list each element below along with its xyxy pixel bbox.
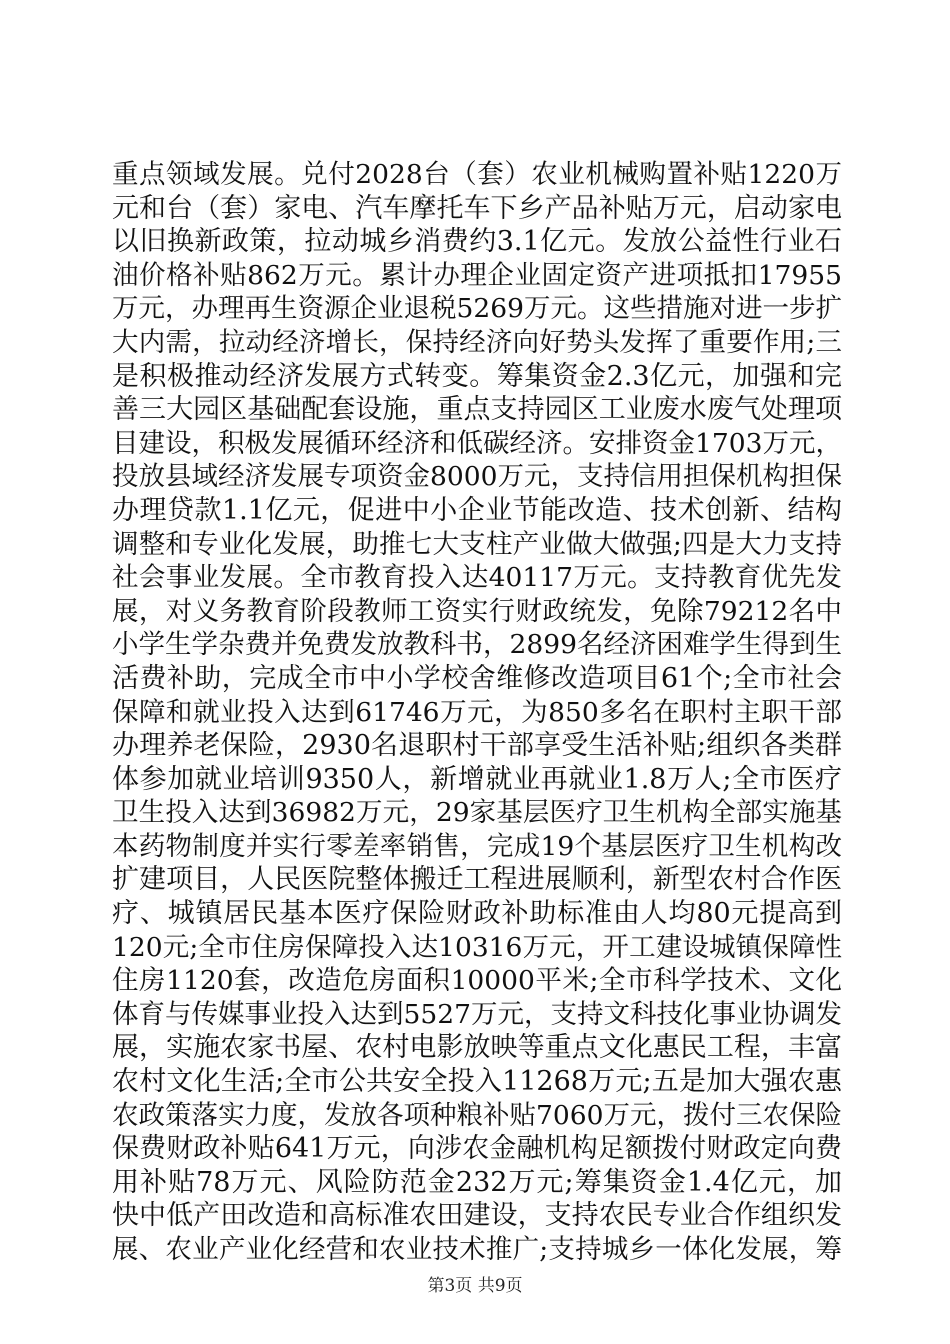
text-line: 大内需，拉动经济增长，保持经济向好势头发挥了重要作用;三	[112, 326, 842, 358]
text-line: 万元，办理再生资源企业退税5269万元。这些措施对进一步扩	[112, 293, 842, 325]
text-line: 保费财政补贴641万元，向涉农金融机构足额拨付财政定向费	[112, 1133, 842, 1165]
text-line: 本药物制度并实行零差率销售，完成19个基层医疗卫生机构改	[112, 830, 842, 862]
text-line: 小学生学杂费并免费发放教科书，2899名经济困难学生得到生	[112, 629, 842, 661]
text-line: 卫生投入达到36982万元，29家基层医疗卫生机构全部实施基	[112, 797, 842, 829]
text-line: 办理养老保险，2930名退职村干部享受生活补贴;组织各类群	[112, 730, 842, 762]
text-line: 120元;全市住房保障投入达10316万元，开工建设城镇保障性	[112, 931, 842, 963]
text-line: 体参加就业培训9350人，新增就业再就业1.8万人;全市医疗	[112, 763, 842, 795]
text-line: 扩建项目，人民医院整体搬迁工程进展顺利，新型农村合作医	[112, 864, 842, 896]
text-line: 重点领域发展。兑付2028台（套）农业机械购置补贴1220万	[112, 159, 842, 190]
text-line: 是积极推动经济发展方式转变。筹集资金2.3亿元，加强和完	[112, 360, 842, 392]
text-line: 目建设，积极发展循环经济和低碳经济。安排资金1703万元，	[112, 427, 842, 459]
text-line: 疗、城镇居民基本医疗保险财政补助标准由人均80元提高到	[112, 898, 842, 930]
text-line: 农村文化生活;全市公共安全投入11268万元;五是加大强农惠	[112, 1066, 842, 1098]
text-line: 用补贴78万元、风险防范金232万元;筹集资金1.4亿元，加	[112, 1166, 842, 1198]
text-line: 快中低产田改造和高标准农田建设，支持农民专业合作组织发	[112, 1200, 842, 1232]
text-line: 以旧换新政策，拉动城乡消费约3.1亿元。发放公益性行业石	[112, 226, 842, 258]
text-line: 活费补助，完成全市中小学校舍维修改造项目61个;全市社会	[112, 662, 842, 694]
text-line: 体育与传媒事业投入达到5527万元，支持文科技化事业协调发	[112, 998, 842, 1030]
text-line: 善三大园区基础配套设施，重点支持园区工业废水废气处理项	[112, 394, 842, 426]
text-line: 社会事业发展。全市教育投入达40117万元。支持教育优先发	[112, 562, 842, 594]
text-line: 展，对义务教育阶段教师工资实行财政统发，免除79212名中	[112, 595, 842, 627]
page-footer: 第3页 共9页	[427, 1276, 523, 1296]
text-line: 调整和专业化发展，助推七大支柱产业做大做强;四是大力支持	[112, 528, 842, 560]
text-line: 油价格补贴862万元。累计办理企业固定资产进项抵扣17955	[112, 259, 842, 291]
text-line: 保障和就业投入达到61746万元，为850多名在职村主职干部	[112, 696, 842, 728]
text-line: 展，实施农家书屋、农村电影放映等重点文化惠民工程，丰富	[112, 1032, 842, 1064]
text-line: 展、农业产业化经营和农业技术推广;支持城乡一体化发展，筹	[112, 1234, 842, 1265]
body-text	[112, 158, 842, 1267]
text-line: 农政策落实力度，发放各项种粮补贴7060万元，拨付三农保险	[112, 1099, 842, 1131]
text-line: 住房1120套，改造危房面积10000平米;全市科学技术、文化	[112, 965, 842, 997]
text-line: 办理贷款1.1亿元，促进中小企业节能改造、技术创新、结构	[112, 494, 842, 526]
text-line: 投放县域经济发展专项资金8000万元，支持信用担保机构担保	[112, 461, 842, 493]
text-line: 元和台（套）家电、汽车摩托车下乡产品补贴万元，启动家电	[112, 192, 842, 224]
